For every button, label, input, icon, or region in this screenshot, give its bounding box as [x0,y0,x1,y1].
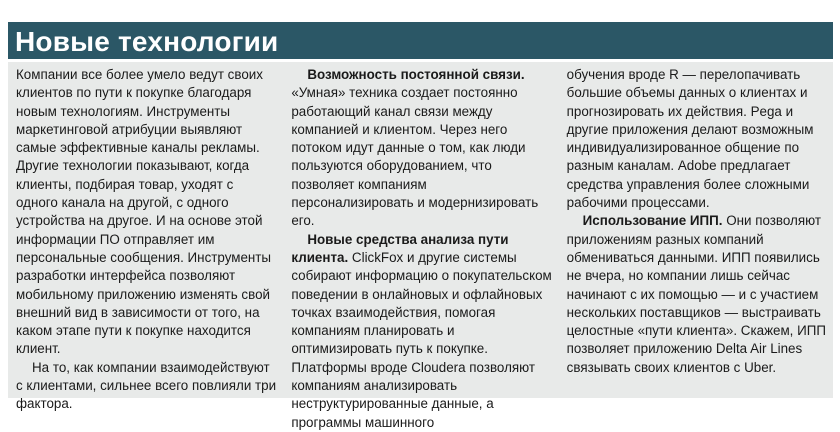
page-title: Новые технологии [15,26,279,57]
article-columns [16,66,828,430]
col1-paragraph-1: Компании все более умело ведут своих клиентов по пути к покупке благодаря новым технологиям. Инструменты маркетинговой атрибуции выявляют самые эффективные каналы рекламы. Другие технологии показывают, когда клиенты, подбирая товар, уходят с одного канала на другой, с одного устройства на другое. И на основе этой информации ПО отправляет им персональные сообщения. Инструменты разработки интерфейса позволяют мобильному приложению изменять свой внешний вид в зависимости от того, на каком этапе пути к покупке находится клиент. [16,67,272,357]
column-2 [291,66,552,430]
column-1 [16,66,277,412]
col2-paragraph-1 [291,66,552,231]
col3-paragraph-2 [567,212,828,377]
api-text: Они позволяют приложениям разных компаний обмениваться данными. ИПП появились не вчера, но компании лишь сейчас начинают с их помощью — и с участием нескольких поставщиков — выстраивать целостные «пути клиента». Скажем, ИПП позволяет приложению Delta Air Lines связывать своих клиентов с Uber. [566,213,826,375]
connectivity-text: «Умная» техника создает постоянно работающий канал связи между компанией и клиентом. Через него потоком идут данные о том, как люди пользуются оборудованием, что позволяет компаниям персонализировать и модернизировать его. [291,85,539,229]
connectivity-heading: Возможность постоянной связи. [307,67,525,82]
api-heading: Использование ИПП. [582,213,723,229]
col1-paragraph-2: На то, как компании взаимодействуют с клиентами, сильнее всего повлияли три фактора. [16,359,277,412]
col2-paragraph-2 [291,231,552,432]
col3-paragraph-1: обучения вроде R — перелопачивать большие объемы данных о клиентах и прогнозировать их действия. Pega и другие приложения делают возможным индивидуализированное общение по разным каналам. Adobe предлагает средства управления более сложными рабочими процессами. [566,67,814,211]
journey-analytics-text: ClickFox и другие системы собирают информацию о покупательском поведении в онлайновых и офлайновых точках взаимодействия, помогая компаниям планировать и оптимизировать путь к покупке. Платформы вроде Cloudera позволяют компаниям анализировать неструктурированные данные, а программы машинного [291,249,552,430]
column-3 [567,66,828,392]
header-bar [8,22,833,62]
journey-analytics-heading: Новые средства анализа пути клиента. [291,231,509,265]
